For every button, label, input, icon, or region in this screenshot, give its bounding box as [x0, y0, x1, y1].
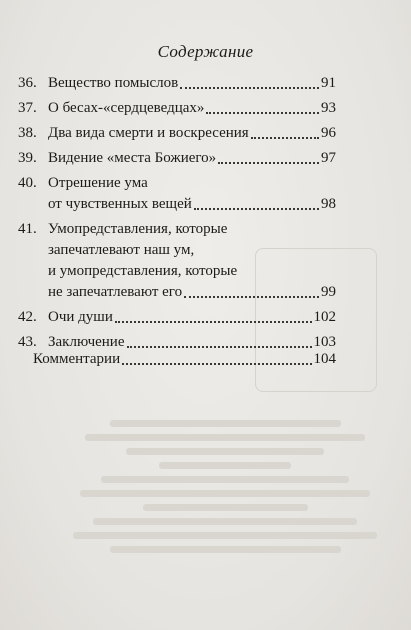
toc-entry-40[interactable] [18, 173, 336, 215]
entry-number: 43. [18, 334, 37, 350]
entry-page: 102 [313, 309, 336, 325]
entry-number: 40. [18, 175, 37, 191]
entry-number: 37. [18, 100, 37, 116]
leader-dots [127, 345, 312, 348]
entry-title-line: Умопредставления, которые [48, 221, 228, 237]
entry-title-line: запечатлевают наш ум, [48, 242, 195, 258]
leader-dots [251, 136, 319, 139]
entry-page: 91 [321, 75, 336, 91]
leader-dots [206, 111, 319, 114]
entry-page: 97 [321, 150, 336, 166]
entry-page: 99 [321, 284, 336, 300]
entry-title: Видение «места Божиего» [48, 150, 217, 166]
toc-entry-41[interactable] [18, 219, 336, 303]
entry-title-line: не запечатлевают его [48, 284, 183, 300]
leader-dots [218, 161, 319, 164]
leader-dots [115, 320, 312, 323]
toc-entry-36[interactable] [18, 73, 336, 94]
leader-dots [184, 295, 319, 298]
entry-title-line: и умопредставления, которые [48, 263, 238, 279]
entry-title: Заключение [48, 334, 125, 350]
entry-page: 96 [321, 125, 336, 141]
entry-number: 41. [18, 221, 37, 237]
entry-title: О бесах-«сердцеведцах» [48, 100, 205, 116]
leader-dots [194, 207, 319, 210]
toc-entry-38[interactable] [18, 123, 336, 144]
table-of-contents [18, 73, 336, 357]
entry-title-line: от чувственных вещей [48, 196, 192, 212]
toc-entry-comments[interactable] [33, 349, 336, 370]
entry-number: 38. [18, 125, 37, 141]
entry-page: 93 [321, 100, 336, 116]
toc-entry-37[interactable] [18, 98, 336, 119]
show-through-lines [60, 420, 390, 560]
entry-title-line: Отрешение ума [48, 175, 148, 191]
entry-page: 98 [321, 196, 336, 212]
entry-title: Очи души [48, 309, 113, 325]
entry-number: 39. [18, 150, 37, 166]
entry-number: 36. [18, 75, 37, 91]
toc-entry-42[interactable] [18, 307, 336, 328]
entry-title: Два вида смерти и воскресения [48, 125, 249, 141]
entry-page: 103 [313, 334, 336, 350]
leader-dots [180, 86, 319, 89]
entry-page: 104 [313, 351, 336, 367]
entry-title: Вещество помыслов [48, 75, 179, 91]
leader-dots [122, 362, 311, 365]
entry-title: Комментарии [33, 351, 121, 367]
toc-entry-39[interactable] [18, 148, 336, 169]
toc-heading: Содержание [157, 42, 254, 61]
entry-number: 42. [18, 309, 37, 325]
